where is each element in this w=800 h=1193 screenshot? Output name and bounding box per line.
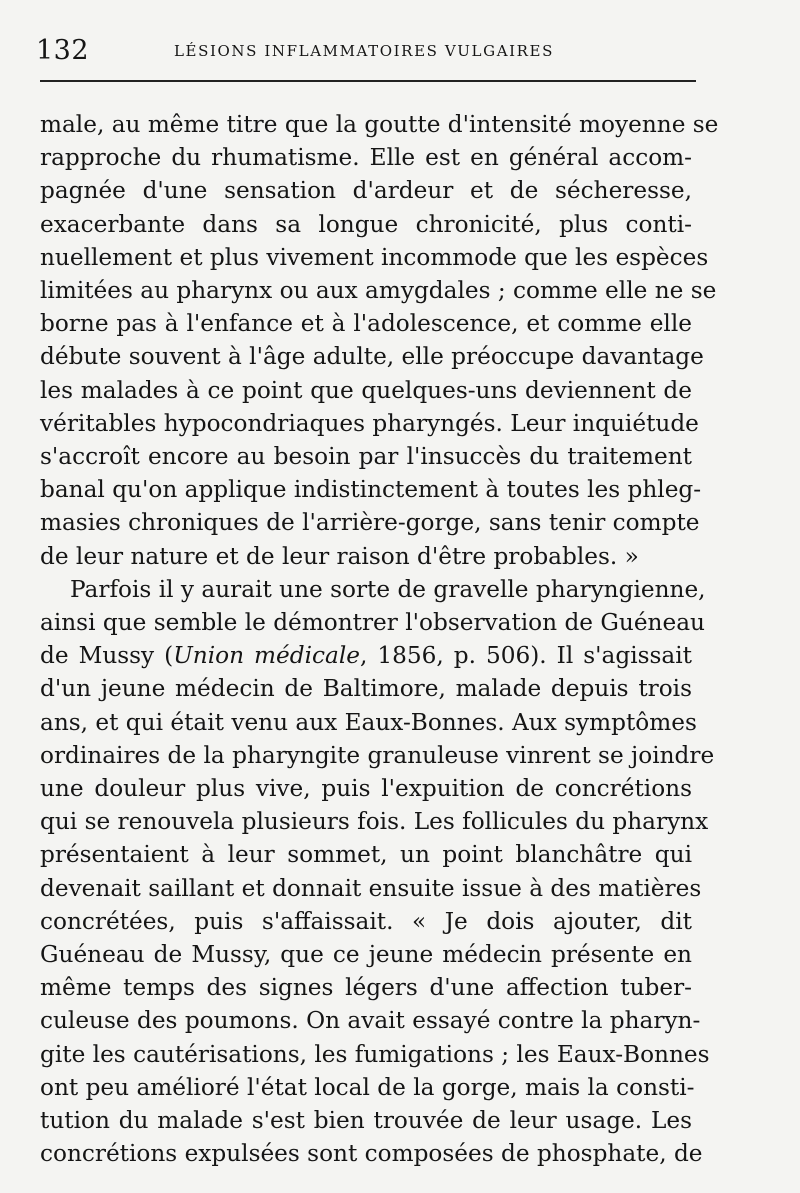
- text-line: Guéneau de Mussy, que ce jeune médecin présente en: [40, 941, 692, 969]
- text-line: male, au même titre que la goutte d'intensité moyenne se: [40, 111, 719, 138]
- text-line: exacerbante dans sa longue chronicité, plus conti-: [40, 210, 692, 238]
- running-title: LÉSIONS INFLAMMATOIRES VULGAIRES: [174, 42, 554, 60]
- text-line: ainsi que semble le démontrer l'observation de Guéneau: [40, 609, 705, 637]
- text-line: une douleur plus vive, puis l'expuition de concrétions: [40, 775, 692, 803]
- text-line-citation: [40, 639, 692, 672]
- citation-prefix: de Mussy (: [40, 642, 174, 670]
- text-line: culeuse des poumons. On avait essayé contre la pharyn-: [40, 1007, 701, 1035]
- text-line: limitées au pharynx ou aux amygdales ; comme elle ne se: [40, 277, 717, 305]
- text-line: ans, et qui était venu aux Eaux-Bonnes. Aux symptômes: [40, 708, 697, 736]
- text-line: devenait saillant et donnait ensuite issue à des matières: [40, 874, 702, 902]
- text-line: pagnée d'une sensation d'ardeur et de sécheresse,: [40, 177, 692, 205]
- body-text: [40, 108, 719, 1171]
- text-line: tution du malade s'est bien trouvée de leur usage. Les: [40, 1107, 692, 1135]
- text-line: concrétions expulsées sont composées de phosphate, de: [40, 1140, 703, 1168]
- text-line: véritables hypocondriaques pharyngés. Leur inquiétude: [40, 409, 699, 437]
- text-line: présentaient à leur sommet, un point blanchâtre qui: [40, 841, 692, 869]
- text-line: s'accroît encore au besoin par l'insuccès du traitement: [40, 443, 692, 471]
- text-line: borne pas à l'enfance et à l'adolescence, et comme elle: [40, 310, 692, 338]
- text-line: gite les cautérisations, les fumigations ; les Eaux-Bonnes: [40, 1040, 710, 1068]
- page-header: [36, 34, 696, 68]
- text-line: banal qu'on applique indistinctement à toutes les phleg-: [40, 476, 702, 504]
- text-line: les malades à ce point que quelques-uns deviennent de: [40, 376, 692, 404]
- text-line: concrétées, puis s'affaissait. « Je dois ajouter, dit: [40, 907, 692, 935]
- text-line: ont peu amélioré l'état local de la gorge, mais la consti-: [40, 1073, 695, 1101]
- text-line: qui se renouvela plusieurs fois. Les follicules du pharynx: [40, 808, 709, 836]
- text-line: de leur nature et de leur raison d'être probables. »: [40, 542, 639, 570]
- text-line: nuellement et plus vivement incommode que les espèces: [40, 243, 709, 271]
- text-line: Parfois il y aurait une sorte de gravelle pharyngienne,: [70, 575, 706, 603]
- header-rule: [40, 80, 696, 82]
- page-number: 132: [36, 35, 90, 66]
- citation-suffix: , 1856, p. 506). Il s'agissait: [359, 642, 692, 670]
- text-line: même temps des signes légers d'une affection tuber-: [40, 974, 692, 1002]
- journal-title: Union médicale: [173, 642, 360, 670]
- text-line: rapproche du rhumatisme. Elle est en général accom-: [40, 144, 692, 172]
- text-line: masies chroniques de l'arrière-gorge, sans tenir compte: [40, 509, 700, 537]
- text-line: d'un jeune médecin de Baltimore, malade depuis trois: [40, 675, 692, 703]
- text-line: débute souvent à l'âge adulte, elle préoccupe davantage: [40, 343, 704, 371]
- text-line: ordinaires de la pharyngite granuleuse vinrent se joindre: [40, 741, 715, 769]
